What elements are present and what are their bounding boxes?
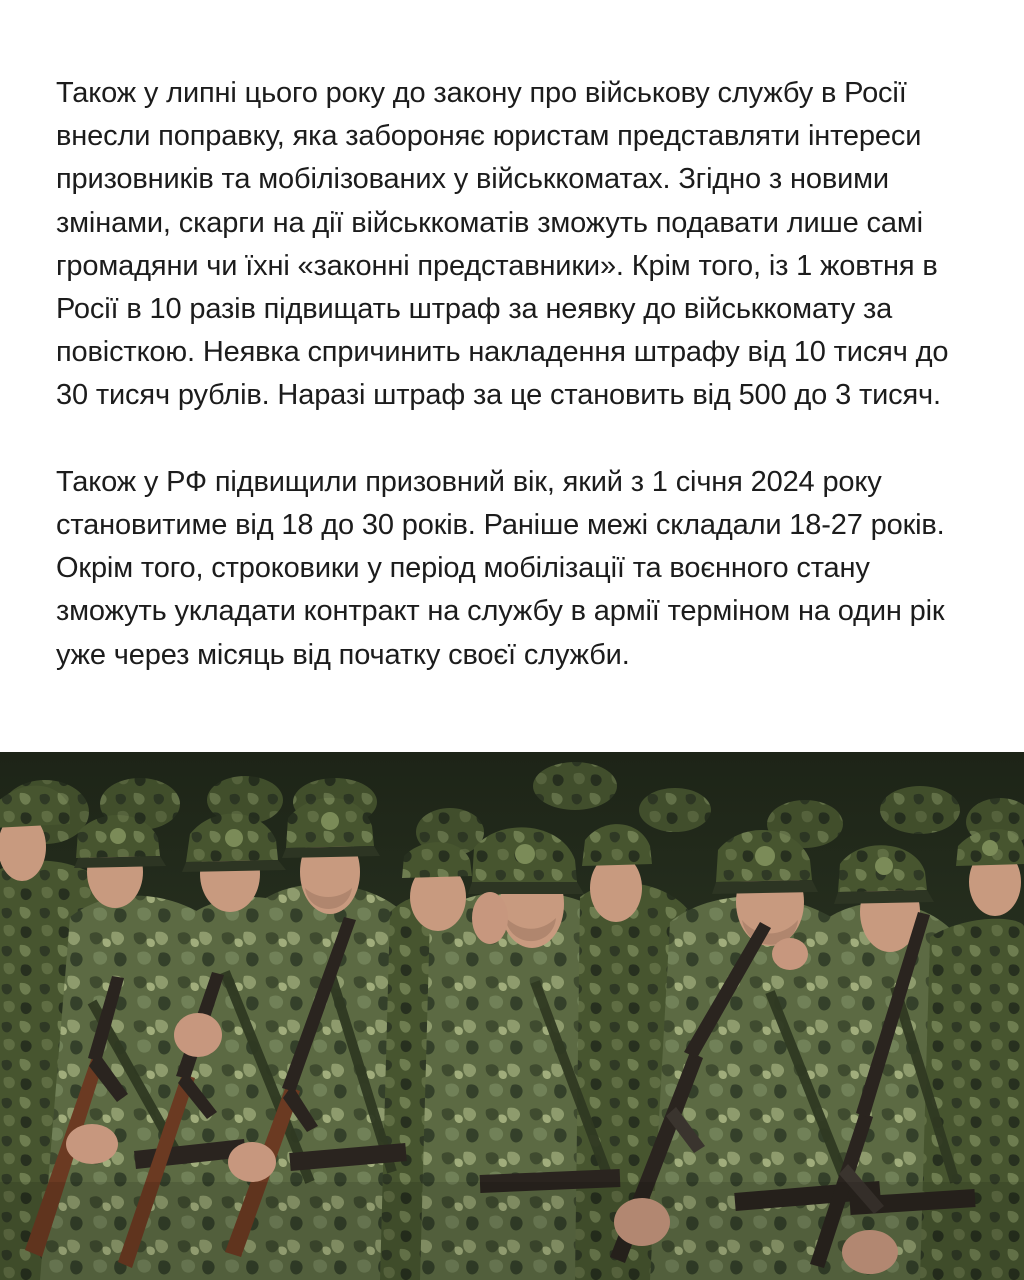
- paragraph-2: Також у РФ підвищили призовний вік, який з 1 січня 2024 року становитиме від 18 до 30 років. Раніше межі складали 18-27 років. Окрім того, строковики у період мобілізації та воєнного стану зможуть укладати контракт на службу в армії терміном на один рік уже через місяць від початку своєї служби.: [56, 465, 945, 671]
- soldiers-illustration: [0, 752, 1024, 1280]
- soldiers-photo: [0, 752, 1024, 1280]
- article-text: [56, 72, 986, 677]
- paragraph-1: Також у липні цього року до закону про військову службу в Росії внесли поправку, яка забороняє юристам представляти інтереси призовників та мобілізованих у військкоматах. Згідно з новими змінами, скарги на дії військкоматів зможуть подавати лише самі громадяни чи їхні «законні представники». Крім того, із 1 жовтня в Росії в 10 разів підвищать штраф за неявку до військкомату за повісткою. Неявка спричинить накладення штрафу від 10 тисяч до 30 тисяч рублів. Наразі штраф за це становить від 500 до 3 тисяч.: [56, 77, 949, 412]
